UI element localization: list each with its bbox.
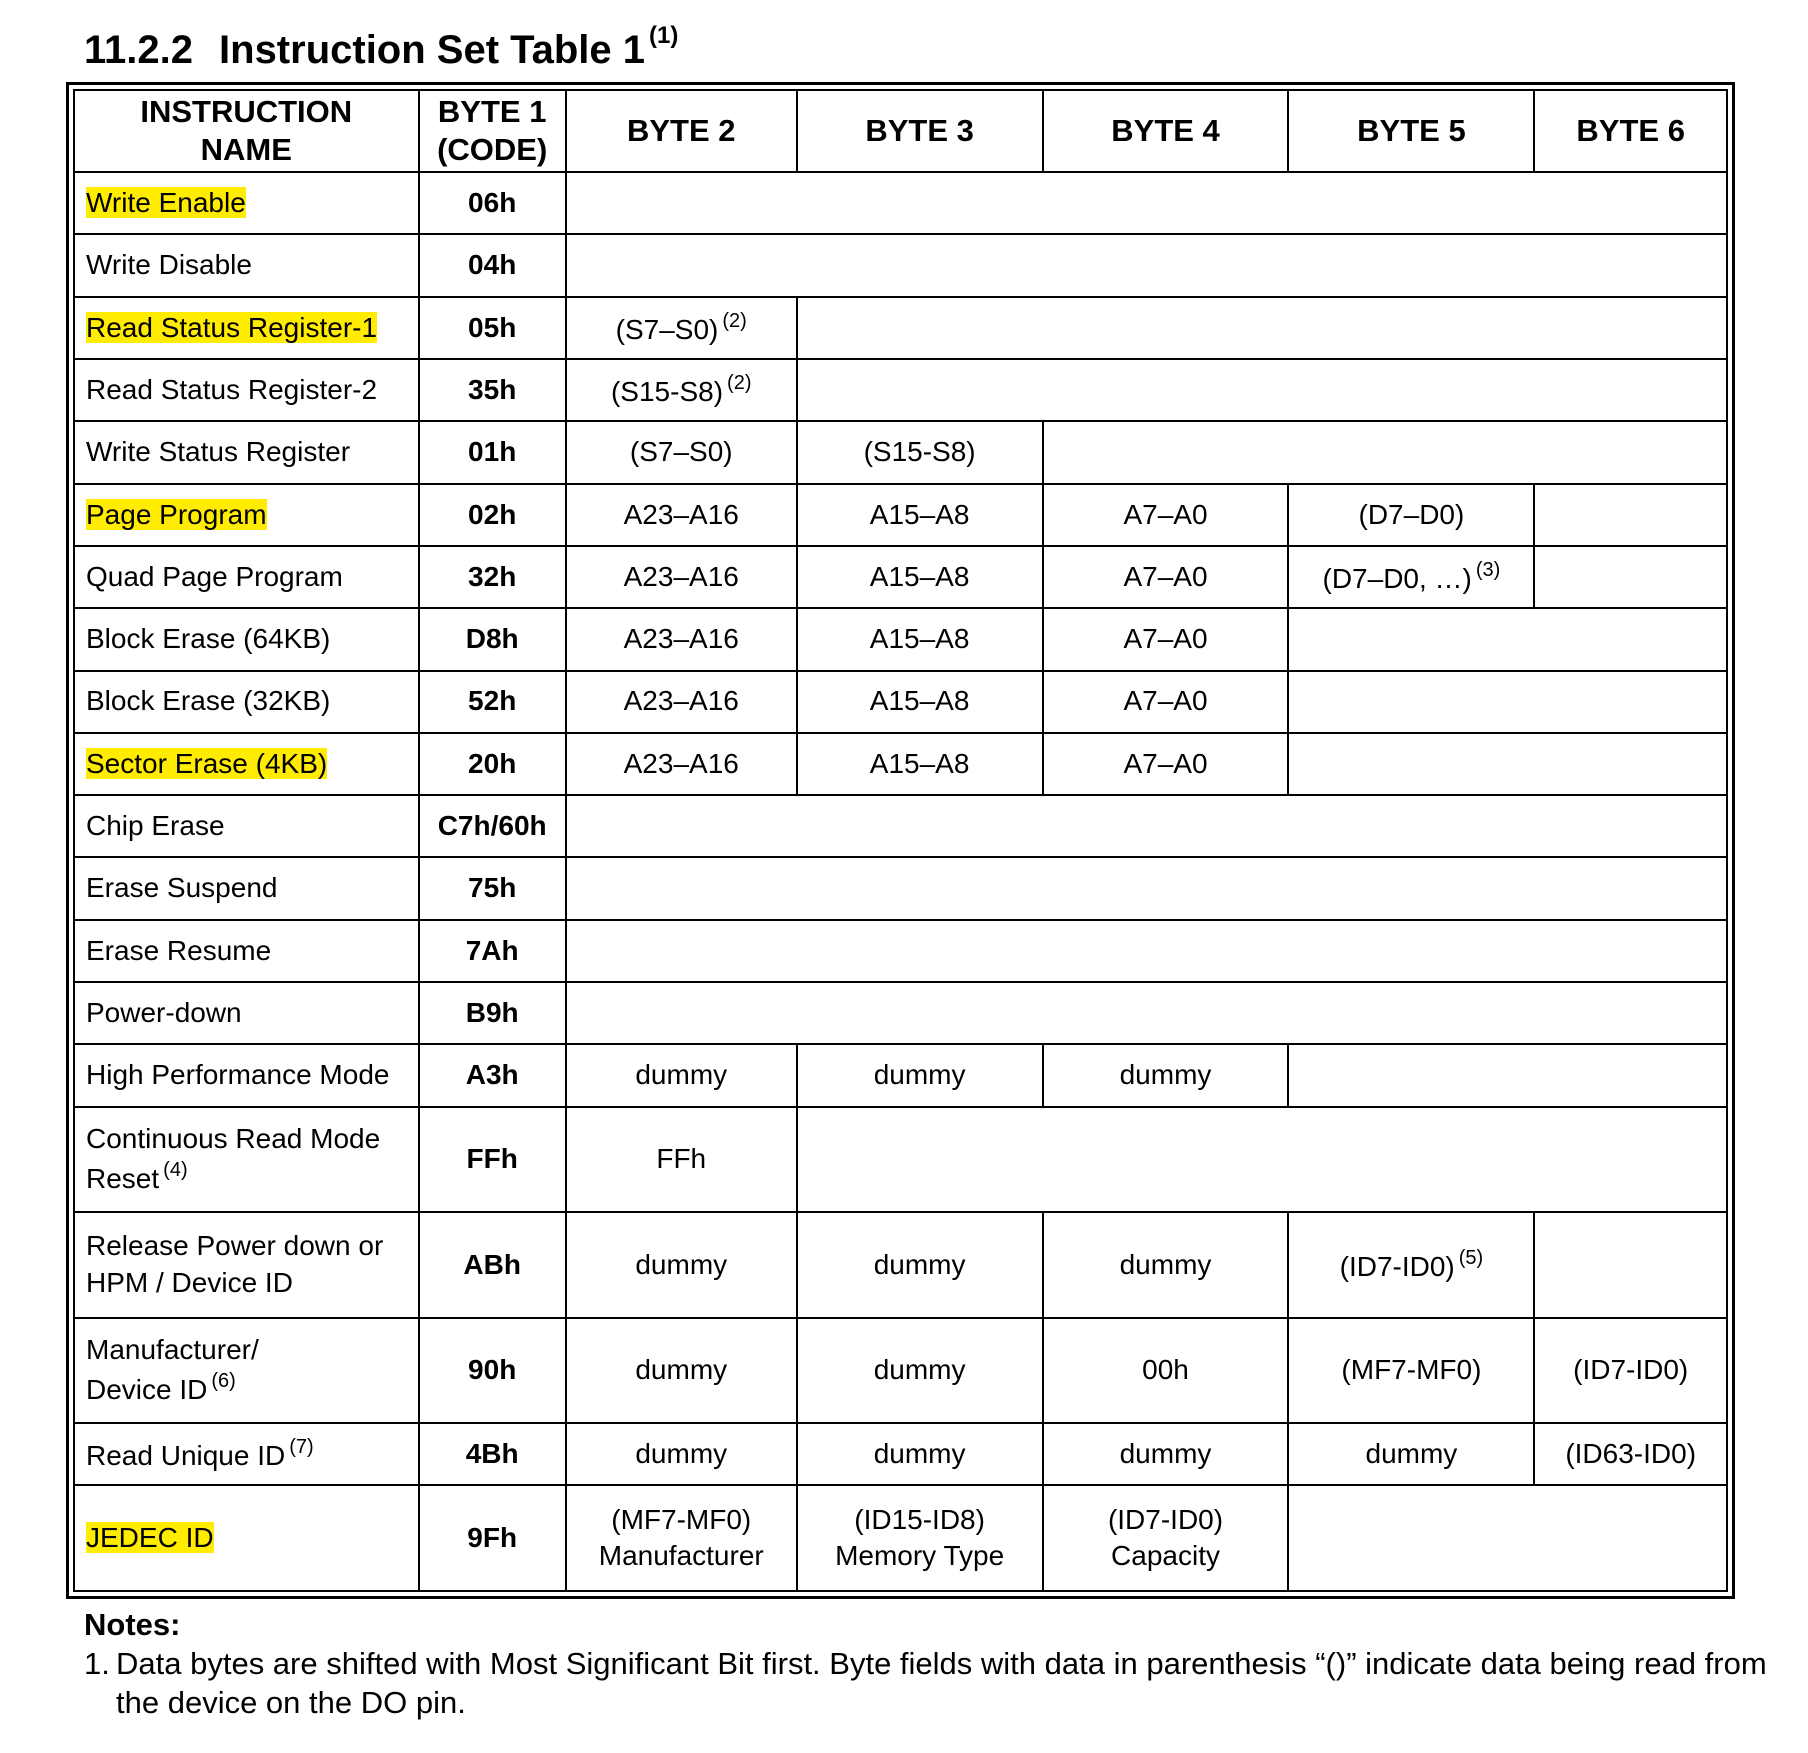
opcode-cell: FFh (419, 1107, 566, 1212)
byte-cell: (MF7-MF0) (1288, 1318, 1534, 1423)
byte-cell: A7–A0 (1043, 546, 1289, 608)
instruction-name-cell (74, 1423, 419, 1485)
instruction-name-cell (74, 421, 419, 483)
byte-cell: (ID7-ID0) Capacity (1043, 1485, 1289, 1591)
column-header: BYTE 6 (1534, 90, 1727, 172)
table-row (74, 297, 1727, 359)
table-row (74, 795, 1727, 857)
instruction-name-cell (74, 297, 419, 359)
table-row (74, 172, 1727, 234)
byte-cell: (ID7-ID0) (1534, 1318, 1727, 1423)
instruction-name: High Performance Mode (86, 1059, 390, 1091)
byte-cell: (S7–S0) (566, 421, 797, 483)
opcode-cell: D8h (419, 608, 566, 670)
table-row (74, 1318, 1727, 1423)
instruction-name: Sector Erase (4KB) (86, 747, 328, 779)
byte-cell: dummy (566, 1044, 797, 1106)
instruction-name-cell (74, 359, 419, 421)
empty-byte-cell (566, 982, 1727, 1044)
instruction-name: Release Power down or HPM / Device ID (86, 1230, 384, 1298)
opcode-cell: 32h (419, 546, 566, 608)
opcode-cell: 02h (419, 484, 566, 546)
opcode-cell: 04h (419, 234, 566, 296)
footnote-ref: (2) (727, 371, 752, 394)
table-row (74, 421, 1727, 483)
notes-section (84, 1606, 1784, 1722)
table-row (74, 1423, 1727, 1485)
instruction-name-cell (74, 1318, 419, 1423)
table-row (74, 1485, 1727, 1591)
instruction-table-frame (66, 82, 1735, 1599)
table-row (74, 608, 1727, 670)
opcode-cell: 05h (419, 297, 566, 359)
section-title-text: Instruction Set Table 1 (219, 28, 646, 72)
opcode-cell: B9h (419, 982, 566, 1044)
byte-cell: A15–A8 (797, 484, 1043, 546)
table-row (74, 857, 1727, 919)
byte-cell: 00h (1043, 1318, 1289, 1423)
opcode-cell: 75h (419, 857, 566, 919)
byte-cell: (D7–D0) (1288, 484, 1534, 546)
empty-byte-cell (1043, 421, 1727, 483)
instruction-name: Write Disable (86, 249, 252, 281)
empty-byte-cell (1534, 484, 1727, 546)
instruction-set-table (73, 89, 1728, 1592)
byte-cell: A23–A16 (566, 608, 797, 670)
footnote-ref: (6) (211, 1370, 236, 1393)
opcode-cell: 20h (419, 733, 566, 795)
instruction-name-cell (74, 982, 419, 1044)
notes-list (84, 1645, 1784, 1723)
byte-cell: dummy (1043, 1044, 1289, 1106)
instruction-name-cell (74, 608, 419, 670)
table-body (74, 172, 1727, 1591)
instruction-name-cell (74, 671, 419, 733)
opcode-cell: A3h (419, 1044, 566, 1106)
note-text: Data bytes are shifted with Most Significant Bit first. Byte fields with data in parenthesis “()” indicate data being read from the device on the DO pin. (116, 1645, 1767, 1720)
byte-cell: A15–A8 (797, 546, 1043, 608)
opcode-cell: 06h (419, 172, 566, 234)
instruction-name-cell (74, 1044, 419, 1106)
opcode-cell: 4Bh (419, 1423, 566, 1485)
section-title (84, 22, 678, 73)
byte-cell: A7–A0 (1043, 671, 1289, 733)
opcode-cell: 9Fh (419, 1485, 566, 1591)
empty-byte-cell (1288, 608, 1727, 670)
byte-cell: A15–A8 (797, 733, 1043, 795)
instruction-name-cell (74, 857, 419, 919)
byte-cell: dummy (797, 1044, 1043, 1106)
opcode-cell: ABh (419, 1212, 566, 1317)
column-header: INSTRUCTION NAME (74, 90, 419, 172)
byte-cell: FFh (566, 1107, 797, 1212)
table-row (74, 671, 1727, 733)
opcode-cell: 01h (419, 421, 566, 483)
byte-cell: A15–A8 (797, 671, 1043, 733)
empty-byte-cell (1288, 671, 1727, 733)
empty-byte-cell (1534, 546, 1727, 608)
instruction-name: Read Status Register-2 (86, 373, 378, 405)
column-header: BYTE 5 (1288, 90, 1534, 172)
empty-byte-cell (1288, 1485, 1727, 1591)
opcode-cell: 90h (419, 1318, 566, 1423)
table-row (74, 234, 1727, 296)
byte-cell: (S15-S8) $^{(2)}$ (566, 359, 797, 421)
empty-byte-cell (1288, 733, 1727, 795)
table-header-row (74, 90, 1727, 172)
footnote-ref: (7) (289, 1436, 314, 1458)
byte-cell: (MF7-MF0) Manufacturer (566, 1485, 797, 1591)
instruction-name: JEDEC ID (86, 1521, 214, 1553)
empty-byte-cell (797, 359, 1727, 421)
empty-byte-cell (797, 297, 1727, 359)
byte-cell: A23–A16 (566, 546, 797, 608)
instruction-name-cell (74, 484, 419, 546)
byte-cell: (ID63-ID0) (1534, 1423, 1727, 1485)
footnote-ref: (4) (163, 1159, 188, 1182)
table-row (74, 1212, 1727, 1317)
byte-cell: dummy (797, 1318, 1043, 1423)
instruction-name: Write Enable (86, 186, 246, 218)
table-row (74, 733, 1727, 795)
table-row (74, 982, 1727, 1044)
byte-cell: dummy (797, 1212, 1043, 1317)
opcode-cell: 7Ah (419, 920, 566, 982)
empty-byte-cell (566, 172, 1727, 234)
instruction-name: Write Status Register (86, 436, 351, 468)
byte-cell: A7–A0 (1043, 608, 1289, 670)
column-header: BYTE 4 (1043, 90, 1289, 172)
notes-heading: Notes: (84, 1607, 181, 1642)
byte-cell: dummy (1043, 1212, 1289, 1317)
footnote-ref: (2) (722, 309, 747, 332)
instruction-name: Chip Erase (86, 810, 225, 842)
byte-cell: (D7–D0, …) $^{(3)}$ (1288, 546, 1534, 608)
instruction-name-cell (74, 920, 419, 982)
column-header: BYTE 2 (566, 90, 797, 172)
byte-cell: dummy (566, 1318, 797, 1423)
title-footnote: (1) (649, 22, 679, 49)
footnote-ref: (3) (1475, 558, 1501, 581)
table-row (74, 1107, 1727, 1212)
byte-cell: (ID7-ID0) $^{(5)}$ (1288, 1212, 1534, 1317)
instruction-name-cell (74, 795, 419, 857)
note-item (84, 1645, 1784, 1723)
table-row (74, 546, 1727, 608)
opcode-cell: C7h/60h (419, 795, 566, 857)
instruction-name-cell (74, 1485, 419, 1591)
instruction-name: Block Erase (32KB) (86, 685, 331, 717)
table-row (74, 484, 1727, 546)
byte-cell: A15–A8 (797, 608, 1043, 670)
instruction-name-cell (74, 172, 419, 234)
instruction-name: Erase Suspend (86, 872, 278, 904)
instruction-name-cell (74, 1107, 419, 1212)
empty-byte-cell (797, 1107, 1727, 1212)
column-header: BYTE 3 (797, 90, 1043, 172)
byte-cell: A7–A0 (1043, 733, 1289, 795)
empty-byte-cell (566, 920, 1727, 982)
instruction-name: Block Erase (64KB) (86, 623, 331, 655)
section-number: 11.2.2 (84, 28, 194, 72)
instruction-name-cell (74, 234, 419, 296)
byte-cell: A7–A0 (1043, 484, 1289, 546)
instruction-name: Read Unique ID (86, 1440, 286, 1471)
byte-cell: A23–A16 (566, 484, 797, 546)
byte-cell: A23–A16 (566, 671, 797, 733)
instruction-name: Quad Page Program (86, 560, 343, 592)
opcode-cell: 52h (419, 671, 566, 733)
byte-cell: dummy (797, 1423, 1043, 1485)
table-row (74, 359, 1727, 421)
instruction-name: Erase Resume (86, 934, 272, 966)
instruction-name: Continuous Read Mode Reset (86, 1123, 381, 1195)
instruction-name: Read Status Register-1 (86, 311, 378, 343)
byte-cell: dummy (566, 1423, 797, 1485)
table-row (74, 1044, 1727, 1106)
empty-byte-cell (1534, 1212, 1727, 1317)
opcode-cell: 35h (419, 359, 566, 421)
instruction-name-cell (74, 546, 419, 608)
byte-cell: dummy (1043, 1423, 1289, 1485)
empty-byte-cell (566, 795, 1727, 857)
table-row (74, 920, 1727, 982)
instruction-name: Page Program (86, 498, 267, 530)
byte-cell: (ID15-ID8) Memory Type (797, 1485, 1043, 1591)
instruction-name-cell (74, 733, 419, 795)
instruction-name: Power-down (86, 997, 242, 1029)
byte-cell: dummy (1288, 1423, 1534, 1485)
instruction-name-cell (74, 1212, 419, 1317)
byte-cell: A23–A16 (566, 733, 797, 795)
empty-byte-cell (566, 857, 1727, 919)
byte-cell: (S15-S8) (797, 421, 1043, 483)
note-number: 1. (84, 1645, 110, 1681)
empty-byte-cell (566, 234, 1727, 296)
instruction-name: Manufacturer/ Device ID (86, 1333, 259, 1406)
column-header: BYTE 1 (CODE) (419, 90, 566, 172)
empty-byte-cell (1288, 1044, 1727, 1106)
byte-cell: (S7–S0) $^{(2)}$ (566, 297, 797, 359)
footnote-ref: (5) (1458, 1246, 1484, 1269)
byte-cell: dummy (566, 1212, 797, 1317)
